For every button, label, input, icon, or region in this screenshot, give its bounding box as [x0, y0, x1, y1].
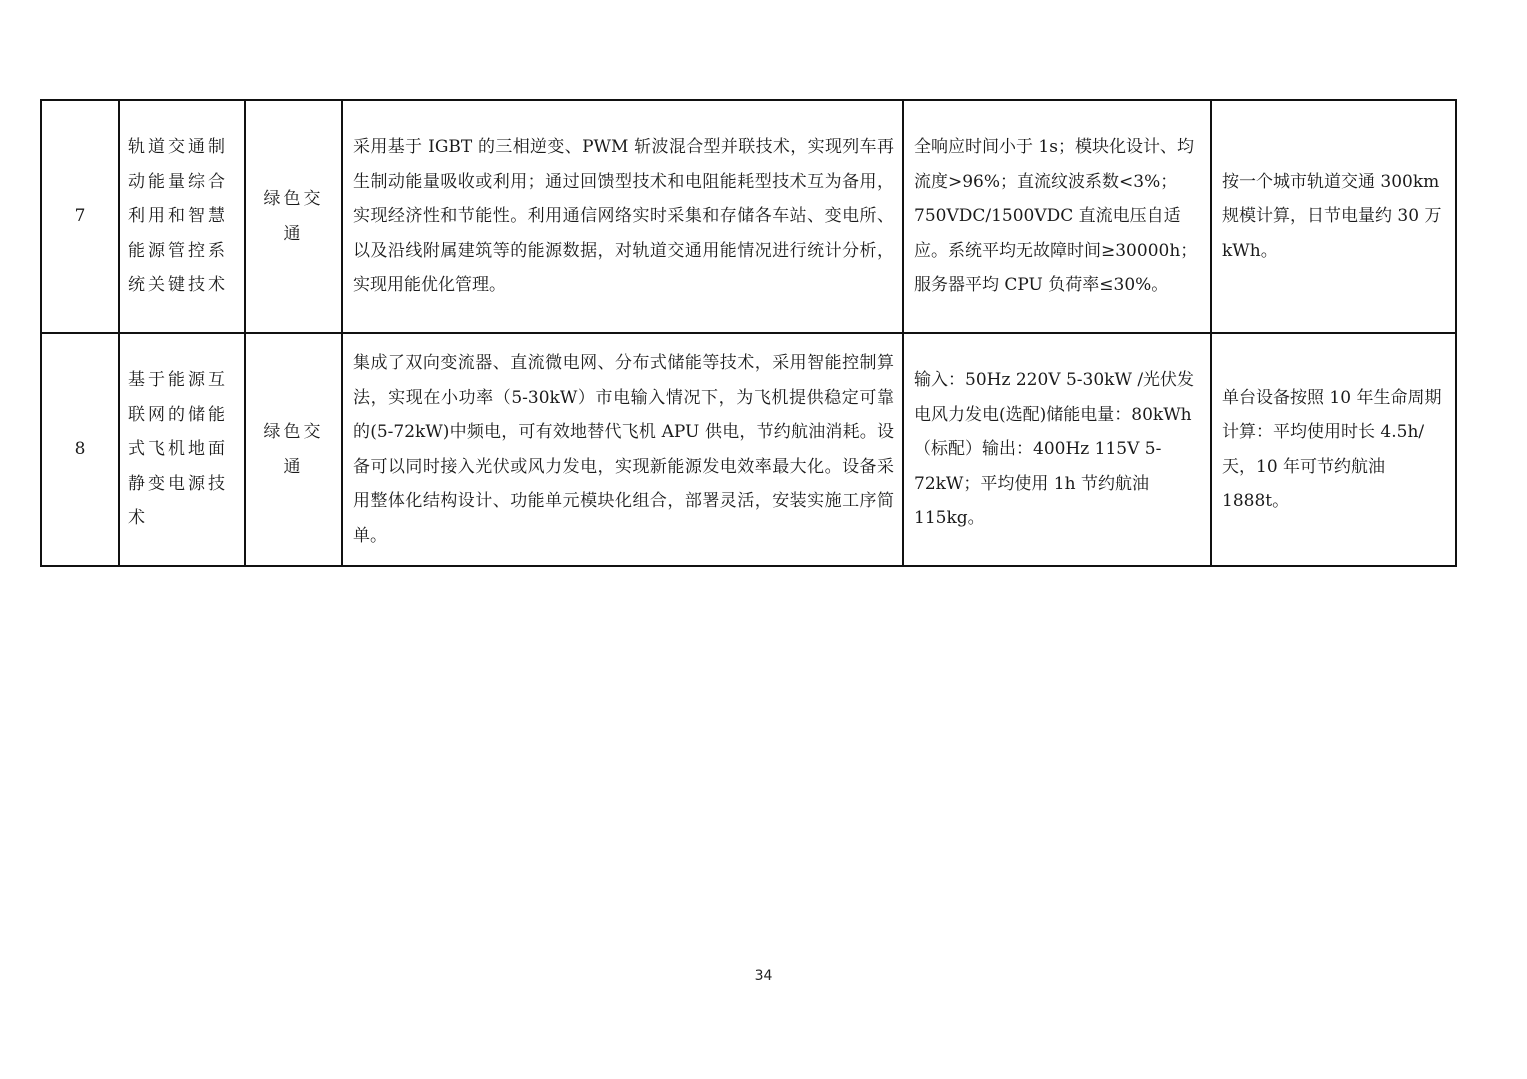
tech-name: 轨道交通制动能量综合利用和智慧能源管控系统关键技术: [119, 100, 245, 333]
tech-description: 集成了双向变流器、直流微电网、分布式储能等技术，采用智能控制算法，实现在小功率（5-30kW）市电输入情况下，为飞机提供稳定可靠的(5-72kW)中频电，可有效地替代飞机 APU 供电，节约航油消耗。设备可以同时接入光伏或风力发电，实现新能源发电效率最大化。设备采用整体化结构设计、功能单元模块化组合，部署灵活，安装实施工序简单。: [342, 333, 903, 566]
tech-name: 基于能源互联网的储能式飞机地面静变电源技术: [119, 333, 245, 566]
tech-benefit: 按一个城市轨道交通 300km 规模计算，日节电量约 30 万 kWh。: [1211, 100, 1456, 333]
tech-specs: 输入：50Hz 220V 5-30kW /光伏发电风力发电(选配)储能电量：80kWh（标配）输出：400Hz 115V 5-72kW；平均使用 1h 节约航油 115kg。: [903, 333, 1211, 566]
tech-benefit: 单台设备按照 10 年生命周期计算：平均使用时长 4.5h/天，10 年可节约航油 1888t。: [1211, 333, 1456, 566]
tech-specs: 全响应时间小于 1s；模块化设计、均流度>96%；直流纹波系数<3%；750VDC/1500VDC 直流电压自适应。系统平均无故障时间≥30000h；服务器平均 CPU 负荷率≤30%。: [903, 100, 1211, 333]
table-row: [41, 333, 1456, 566]
table-row: [41, 100, 1456, 333]
tech-description: 采用基于 IGBT 的三相逆变、PWM 斩波混合型并联技术，实现列车再生制动能量吸收或利用；通过回馈型技术和电阻能耗型技术互为备用，实现经济性和节能性。利用通信网络实时采集和存储各车站、变电所、以及沿线附属建筑等的能源数据，对轨道交通用能情况进行统计分析，实现用能优化管理。: [342, 100, 903, 333]
tech-category: 绿色交通: [245, 333, 342, 566]
row-index: 8: [41, 333, 119, 566]
row-index: 7: [41, 100, 119, 333]
tech-category: 绿色交通: [245, 100, 342, 333]
technology-table: [40, 99, 1457, 567]
page-number: 34: [754, 968, 773, 984]
